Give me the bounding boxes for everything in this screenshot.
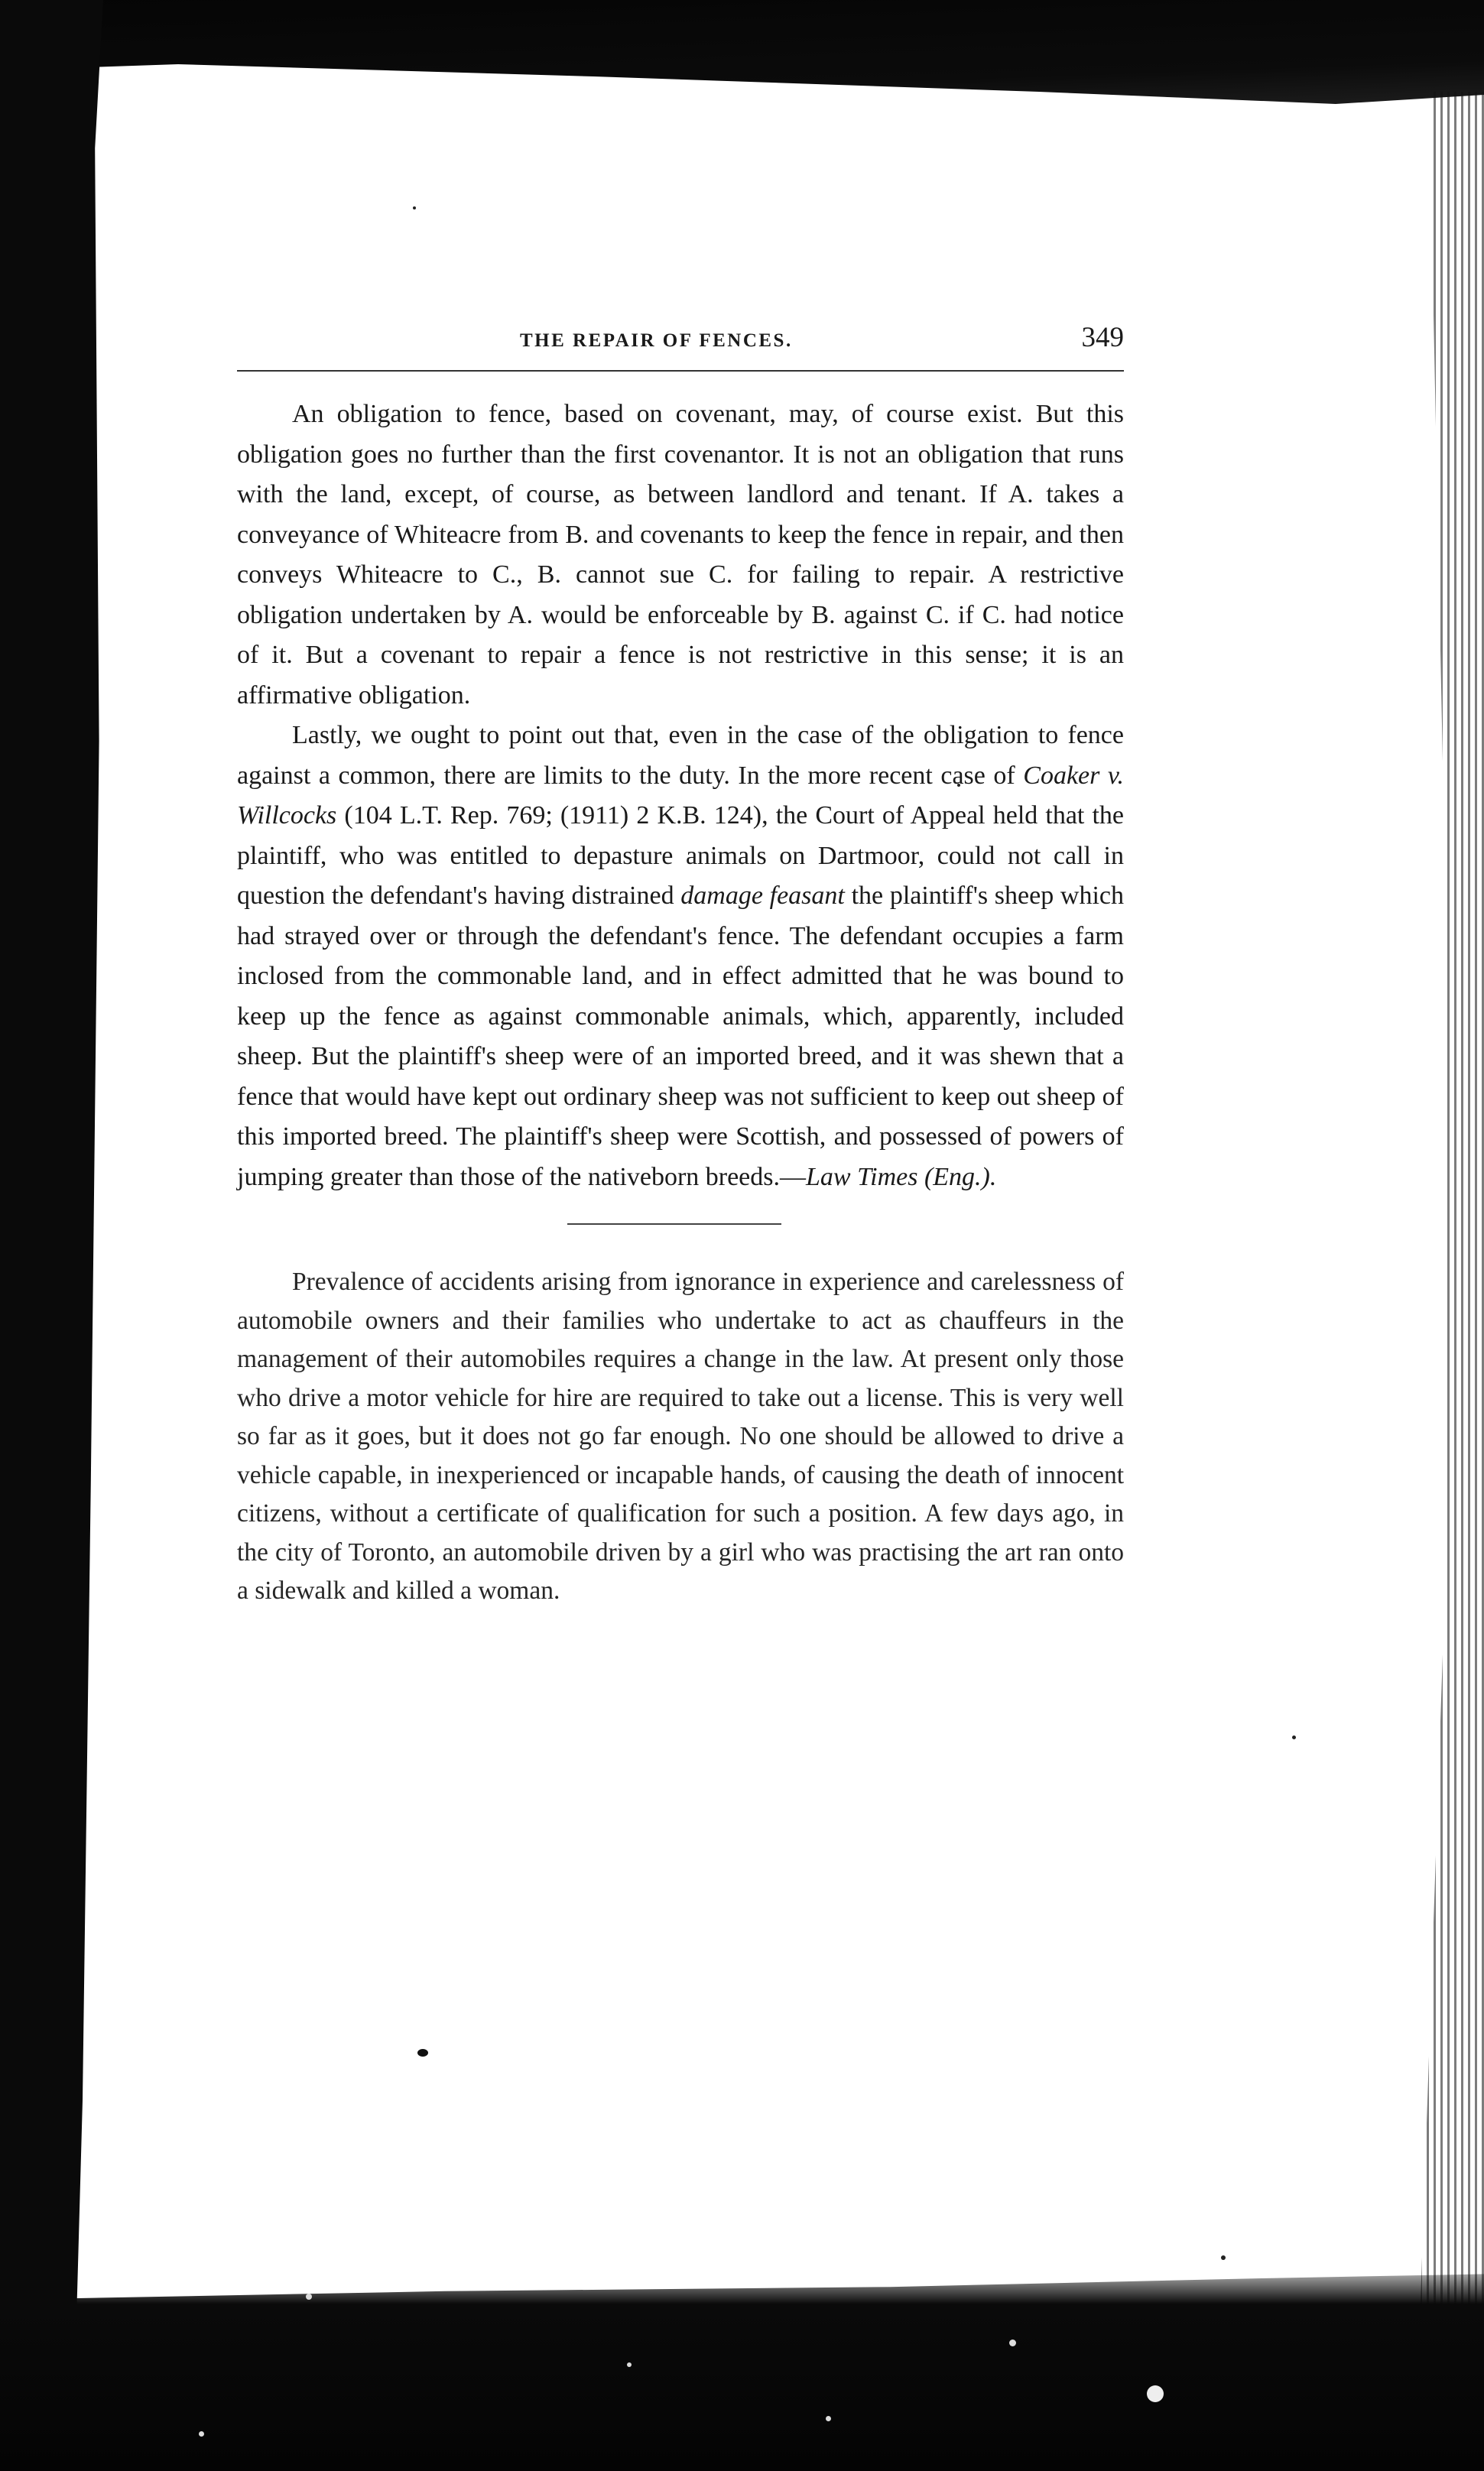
section-separator xyxy=(567,1223,781,1225)
book-page xyxy=(237,321,1124,1611)
scan-speck xyxy=(1147,2385,1164,2402)
latin-term: damage feasant xyxy=(680,882,845,910)
scan-speck xyxy=(199,2431,204,2437)
paragraph-text: (104 L.T. Rep. 769; (1911) 2 K.B. 124), the Court of Appeal held that the plaintiff, who was entitled to depasture animals on Dartmoor, could not call in question the defendant's having distrained xyxy=(237,801,1124,910)
paragraph-covenant-obligation: An obligation to fence, based on covenant, may, of course exist. But this obligation goes no further than the first covenantor. It is not an obligation that runs with the land, except, of course, as between landlord and tenant. If A. takes a conveyance of Whiteacre from B. and covenants to keep the fence in repair, and then conveys Whiteacre to C., B. cannot sue C. for failing to repair. A restrictive obligation undertaken by A. would be enforceable by B. against C. if C. had notice of it. But a covenant to repair a fence is not restrictive in this sense; it is an affirmative obligation. xyxy=(237,400,1124,709)
scan-speck xyxy=(306,2294,312,2300)
paragraph-coaker-v-willcocks xyxy=(237,716,1124,1197)
page-number: 349 xyxy=(1081,322,1124,353)
scan-speck xyxy=(1009,2339,1016,2346)
case-citation: Coaker v. Willcocks xyxy=(237,761,1124,830)
running-head xyxy=(237,321,1124,364)
ink-blot xyxy=(417,2049,428,2057)
paragraph-automobile-accidents: Prevalence of accidents arising from ignorance in experience and carelessness of automobile owners and their families who undertake to act as chauffeurs in the management of their automobiles requires a change in the law. At present only those who drive a motor vehicle for hire are required to take out a license. This is very well so far as it goes, but it does not go far enough. No one should be allowed to drive a vehicle capable, in inexperienced or incapable hands, of causing the death of innocent citizens, without a certificate of qualification for such a position. A few days ago, in the city of Toronto, an automobile driven by a girl who was practising the art ran onto a sidewalk and killed a woman. xyxy=(237,1268,1124,1605)
scan-border-bottom xyxy=(0,2257,1484,2471)
scan-speck xyxy=(1221,2255,1226,2260)
scan-border-left xyxy=(0,0,103,2471)
scan-speck xyxy=(413,206,416,209)
scan-speck xyxy=(826,2416,831,2421)
paragraph-text: Lastly, we ought to point out that, even in the case of the obligation to fence against a common, there are limits to the duty. In the more recent case of xyxy=(237,721,1124,790)
paragraph-text: the plaintiff's sheep which had strayed over or through the defendant's fence. The defendant occupies a farm inclosed from the commonable land, and in effect admitted that he was bound to keep up the fence as against commonable animals, which, apparently, included sheep. But the plaintiff's sheep were of an imported breed, and it was shewn that a fence that would have kept out ordinary sheep was not sufficient to keep out sheep of this imported breed. The plaintiff's sheep were Scottish, and possessed of powers of jumping greater than those of the nativeborn breeds.— xyxy=(237,882,1125,1191)
source-citation: Law Times (Eng.). xyxy=(806,1162,997,1191)
header-rule xyxy=(237,370,1124,372)
scan-speck xyxy=(1292,1736,1296,1739)
scan-border-right xyxy=(1392,92,1484,2324)
scan-speck xyxy=(627,2362,632,2367)
running-title: THE REPAIR OF FENCES. xyxy=(520,330,793,351)
scan-border-top xyxy=(0,0,1484,153)
